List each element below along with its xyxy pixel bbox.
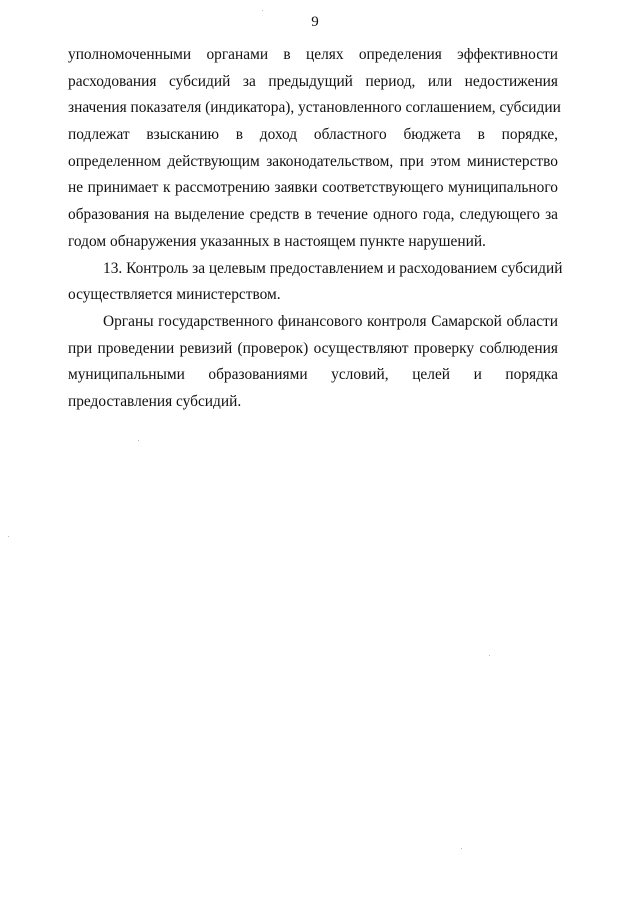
scan-speck <box>8 536 9 537</box>
scan-speck <box>489 655 490 656</box>
scan-speck <box>461 848 462 849</box>
paragraph-item-13 <box>68 256 563 309</box>
text-line: не принимает к рассмотрению заявки соответствующего муниципального <box>68 179 558 197</box>
text-line: значения показателя (индикатора), установленного соглашением, субсидии <box>68 99 561 117</box>
text-line: определенном действующим законодательством, при этом министерство <box>68 152 558 170</box>
text-line: предоставления субсидий. <box>68 392 242 410</box>
scan-speck <box>262 10 263 11</box>
text-line: уполномоченными органами в целях определения эффективности <box>68 46 558 63</box>
text-line: осуществляется министерством. <box>68 286 281 304</box>
text-line: муниципальными образованиями условий, целей и порядка <box>68 366 558 384</box>
text-line: подлежат взысканию в доход областного бюджета в порядке, <box>68 126 558 144</box>
text-line: Органы государственного финансового контроля Самарской области <box>103 312 558 330</box>
page-number: 9 <box>311 14 319 30</box>
document-body <box>68 42 563 416</box>
scan-speck <box>138 440 139 441</box>
text-line: расходования субсидий за предыдущий период, или недостижения <box>68 72 558 90</box>
text-line: при проведении ревизий (проверок) осуществляют проверку соблюдения <box>68 339 558 357</box>
paragraph-penalty-clause <box>68 42 561 256</box>
paragraph-financial-control <box>68 309 558 416</box>
text-line: годом обнаружения указанных в настоящем пункте нарушений. <box>68 232 486 250</box>
text-line: 13. Контроль за целевым предоставлением и расходованием субсидий <box>103 259 563 277</box>
text-line: образования на выделение средств в течение одного года, следующего за <box>68 206 558 224</box>
